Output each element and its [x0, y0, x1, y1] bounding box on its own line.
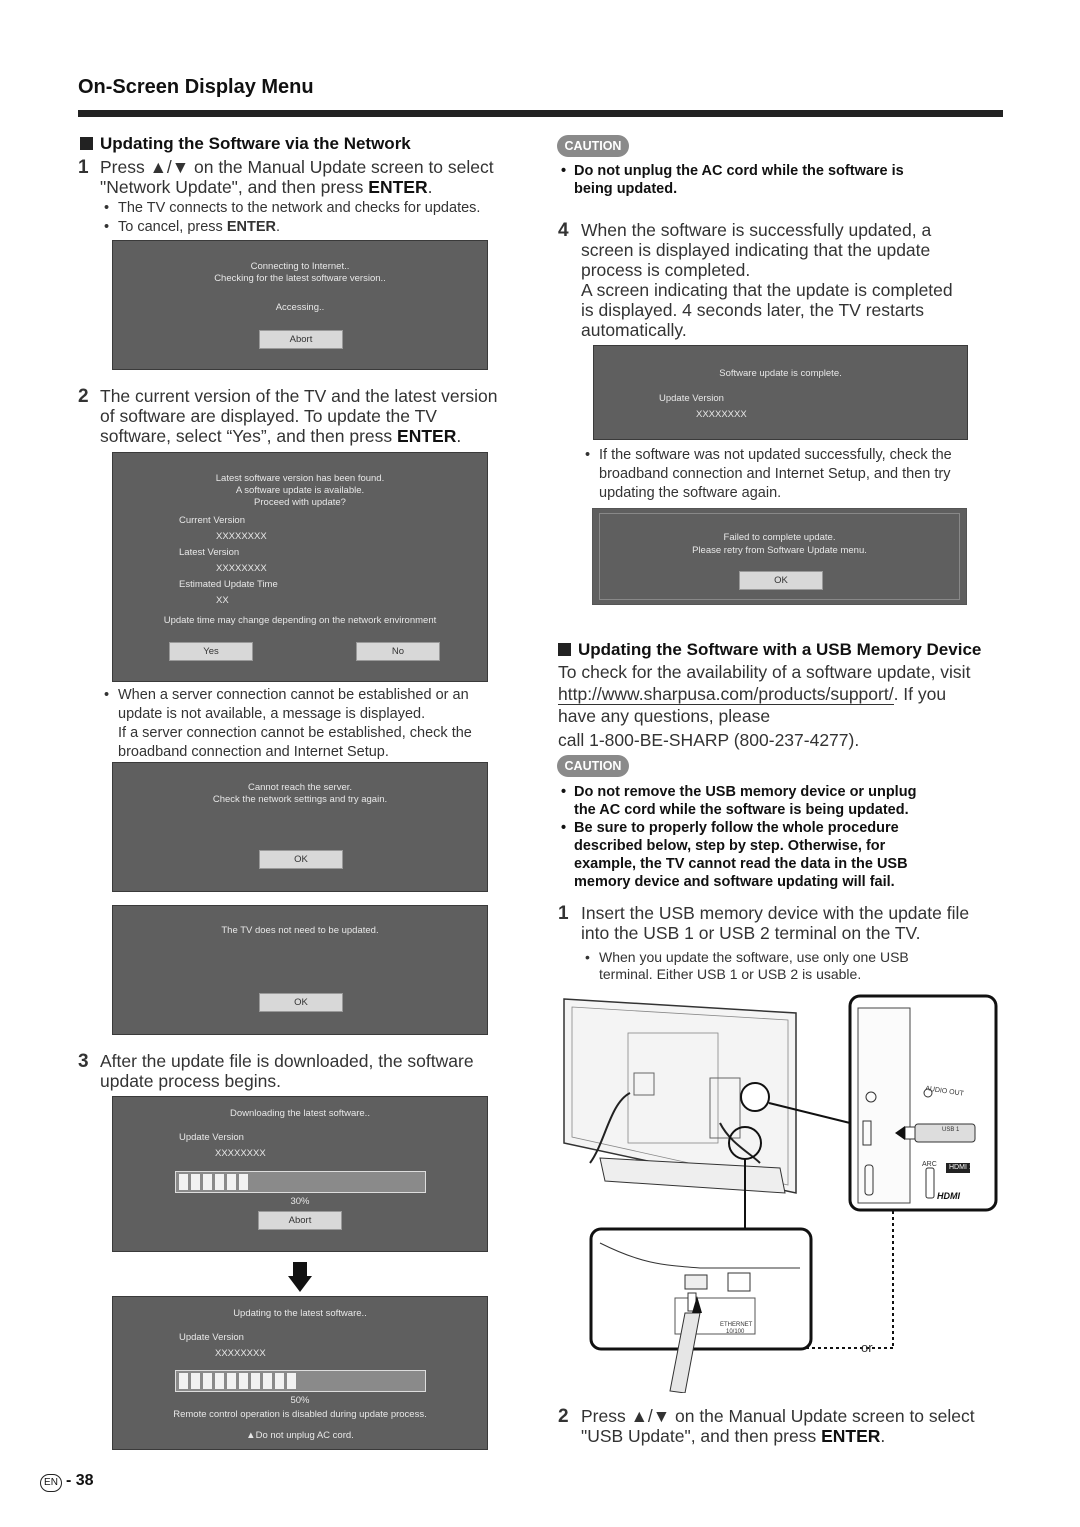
progress-percent: 50% — [290, 1395, 310, 1406]
step3-text — [100, 1051, 530, 1091]
caution-badge: CAUTION — [557, 135, 629, 157]
header-rule — [78, 110, 1003, 117]
usb-intro-phone: call 1-800-BE-SHARP (800-237-4277). — [558, 730, 860, 750]
or-label: or — [861, 1340, 873, 1355]
bullet-text: If the software was not updated successfully, check the — [599, 447, 952, 463]
osd-text: Check the network settings and try again. — [212, 794, 388, 805]
square-bullet-icon — [558, 643, 571, 656]
osd-label: Current Version — [179, 515, 246, 526]
step3-line: update process begins. — [100, 1071, 281, 1091]
usb-step1-line: Insert the USB memory device with the update file — [581, 903, 970, 923]
enter-key: ENTER — [397, 426, 457, 446]
usb-step2-line2: "USB Update", and then press — [581, 1426, 822, 1446]
yes-button[interactable]: Yes — [169, 642, 253, 661]
bullet-dot: • — [561, 163, 567, 179]
progress-segment — [227, 1174, 236, 1190]
bullet-text: The TV connects to the network and checks for updates. — [118, 200, 481, 216]
usb-step1-line: into the USB 1 or USB 2 terminal on the TV. — [581, 923, 921, 943]
section-title-usb — [558, 640, 981, 660]
section-title-text: Updating the Software with a USB Memory Device — [578, 640, 982, 659]
progress-segment — [239, 1373, 248, 1389]
arc-label: ARC — [922, 1161, 937, 1168]
usb-step2-pre: Press — [581, 1406, 631, 1426]
osd-text: Checking for the latest software version.. — [214, 273, 386, 284]
bullet-text: When you update the software, use only one USB — [599, 949, 909, 965]
osd-text: Updating to the latest software.. — [233, 1308, 367, 1319]
osd-label: Estimated Update Time — [179, 579, 278, 590]
progress-segment — [263, 1373, 272, 1389]
enter-key: ENTER — [821, 1426, 881, 1446]
osd-screen-update-found — [112, 452, 488, 682]
step4-line: process is completed. — [581, 260, 751, 280]
step1-bullets — [104, 199, 538, 237]
osd-note: Remote control operation is disabled during update process. — [173, 1409, 427, 1420]
caution-text: being updated. — [574, 181, 678, 197]
bullet-dot: • — [104, 200, 110, 216]
bullet-text: If a server connection cannot be established, check the — [118, 725, 472, 741]
step2-text — [100, 386, 530, 446]
progress-segment — [203, 1174, 212, 1190]
osd-screen-complete — [593, 345, 968, 440]
step4-bullet — [585, 446, 1009, 503]
osd-text: Failed to complete update. — [723, 532, 836, 543]
bullet-dot: • — [561, 784, 567, 800]
caution-text: described below, step by step. Otherwise, for — [574, 838, 886, 854]
osd-label: Update Version — [659, 393, 724, 404]
osd-text: Connecting to Internet.. — [250, 261, 350, 272]
step-number: 3 — [78, 1051, 89, 1072]
footer-dash: - — [66, 1472, 76, 1489]
caution-text: Be sure to properly follow the whole procedure — [574, 820, 899, 836]
osd-screen-no-update — [112, 905, 488, 1035]
step1-line2: "Network Update", and then press — [100, 177, 369, 197]
bullet-text: broadband connection and Internet Setup. — [118, 744, 389, 760]
caution-text: Do not unplug the AC cord while the software is — [574, 163, 904, 179]
progress-percent: 30% — [290, 1196, 310, 1207]
section-title-network — [80, 134, 411, 154]
progress-segment — [191, 1373, 200, 1389]
usb-intro-line: have any questions, please — [558, 706, 771, 726]
progress-segment — [287, 1373, 296, 1389]
bullet-text: When a server connection cannot be established or an — [118, 687, 469, 703]
step4-line: When the software is successfully updated, a — [581, 220, 932, 240]
no-button[interactable]: No — [356, 642, 440, 661]
osd-value: XXXXXXXX — [215, 1348, 266, 1359]
osd-label: Update Version — [179, 1332, 244, 1343]
bullet-text: terminal. Either USB 1 or USB 2 is usable. — [599, 966, 862, 982]
osd-value: XXXXXXXX — [216, 563, 267, 574]
page-footer — [40, 1472, 94, 1492]
up-down-arrows-icon: ▲/▼ — [149, 157, 190, 177]
support-link[interactable]: http://www.sharpusa.com/products/support/ — [558, 684, 894, 704]
step4-line: is displayed. 4 seconds later, the TV restarts — [581, 300, 925, 320]
step-number: 1 — [558, 903, 569, 924]
audio-out-label: AUDIO OUT — [924, 1085, 965, 1098]
ok-button[interactable]: OK — [259, 850, 343, 869]
osd-text: Please retry from Software Update menu. — [692, 545, 867, 556]
warning-icon: ▲ — [246, 1430, 256, 1441]
osd-screen-downloading — [112, 1096, 488, 1252]
osd-text: Software update is complete. — [719, 368, 842, 379]
hdmi-logo: HDMI — [937, 1191, 960, 1201]
usb-step2-post: on the Manual Update screen to select — [670, 1406, 975, 1426]
tv-rear-illustration — [560, 993, 1000, 1393]
step4-line: A screen indicating that the update is completed — [581, 280, 953, 300]
enter-key: ENTER — [368, 177, 428, 197]
osd-text: Cannot reach the server. — [247, 782, 353, 793]
osd-value: XXXXXXXX — [216, 531, 267, 542]
step4-line: automatically. — [581, 320, 687, 340]
abort-button[interactable]: Abort — [259, 330, 343, 349]
osd-label: Latest Version — [179, 547, 240, 558]
step1-pre: Press — [100, 157, 150, 177]
step-number: 4 — [558, 220, 569, 241]
usb-step2-text — [581, 1406, 1011, 1446]
section-title-text: Updating the Software via the Network — [100, 134, 411, 153]
osd-text: A software update is available. — [235, 485, 365, 496]
osd-value: XXXXXXXX — [215, 1148, 266, 1159]
caution-text: memory device and software updating will fail. — [574, 874, 895, 890]
step-number: 2 — [558, 1406, 569, 1427]
warning-text: Do not unplug AC cord. — [255, 1430, 354, 1441]
usb-intro-line: . If you — [893, 684, 947, 704]
progress-segment — [203, 1373, 212, 1389]
osd-screen-cannot-reach — [112, 762, 488, 892]
step1-post: on the Manual Update screen to select — [189, 157, 494, 177]
progress-segment — [191, 1174, 200, 1190]
usb-intro — [558, 661, 1008, 751]
osd-value: XX — [216, 595, 229, 606]
step2-line: The current version of the TV and the latest version — [100, 386, 498, 406]
osd-text: The TV does not need to be updated. — [221, 925, 379, 936]
usb-intro-line: To check for the availability of a software update, visit — [558, 662, 971, 682]
progress-segment — [215, 1174, 224, 1190]
square-bullet-icon — [80, 137, 93, 150]
caution-bullets-usb — [561, 783, 994, 891]
osd-text: Accessing.. — [275, 302, 325, 313]
enter-key: ENTER — [226, 219, 276, 235]
osd-screen-failed — [599, 513, 960, 600]
osd-label: Update Version — [179, 1132, 244, 1143]
bullet-dot: • — [585, 949, 590, 965]
step3-line: After the update file is downloaded, the software — [100, 1051, 474, 1071]
bullet-text: updating the software again. — [599, 485, 782, 501]
step4-text — [581, 220, 1001, 340]
step2-line: software, select “Yes”, and then press — [100, 426, 398, 446]
bullet-dot: • — [104, 687, 110, 703]
bullet-period: . — [275, 219, 280, 235]
down-arrow-icon — [288, 1262, 312, 1294]
progress-segment — [215, 1373, 224, 1389]
usb1-label: USB 1 — [942, 1127, 960, 1133]
step2-period: . — [456, 426, 462, 446]
caution-text: Do not remove the USB memory device or unplug — [574, 784, 917, 800]
caution-text: the AC cord while the software is being updated. — [574, 802, 909, 818]
osd-text: Downloading the latest software.. — [230, 1108, 370, 1119]
progress-segment — [179, 1373, 188, 1389]
usb-step1-bullet — [585, 949, 999, 983]
bullet-text: broadband connection and Internet Setup, and then try — [599, 466, 951, 482]
up-down-arrows-icon: ▲/▼ — [630, 1406, 671, 1426]
osd-screen-connecting — [112, 240, 488, 370]
step2-line: of software are displayed. To update the TV — [100, 406, 437, 426]
ethernet-label: ETHERNET — [720, 1322, 753, 1328]
ethernet-speed-label: 10/100 — [726, 1329, 745, 1335]
ok-button[interactable]: OK — [739, 571, 823, 590]
progress-segment — [179, 1174, 188, 1190]
osd-screen-failed-frame — [592, 508, 967, 605]
caution-bullet — [561, 162, 994, 198]
step-number: 2 — [78, 386, 89, 407]
osd-note: Update time may change depending on the network environment — [163, 615, 437, 626]
usb-step1-text — [581, 903, 1001, 943]
osd-text: Latest software version has been found. — [215, 473, 385, 484]
osd-warning — [113, 1430, 487, 1441]
progress-bar — [175, 1171, 426, 1193]
usb-step2-period: . — [880, 1426, 886, 1446]
progress-segment — [251, 1373, 260, 1389]
page-number: 38 — [75, 1472, 94, 1489]
bullet-dot: • — [104, 219, 110, 235]
step1-text — [100, 157, 530, 197]
progress-segment — [227, 1373, 236, 1389]
hdmi1-label: HDMI 1 — [949, 1164, 973, 1171]
caution-badge: CAUTION — [557, 755, 629, 777]
caution-text: example, the TV cannot read the data in the USB — [574, 856, 908, 872]
step1-period: . — [427, 177, 433, 197]
language-badge: EN — [40, 1474, 62, 1492]
step4-line: screen is displayed indicating that the update — [581, 240, 931, 260]
step-number: 1 — [78, 157, 89, 178]
osd-value: XXXXXXXX — [696, 409, 747, 420]
osd-screen-updating — [112, 1296, 488, 1450]
bullet-text: update is not available, a message is displayed. — [118, 706, 426, 722]
bullet-dot: • — [585, 447, 591, 463]
progress-bar — [175, 1370, 426, 1392]
bullet-dot: • — [561, 820, 567, 836]
osd-text: Proceed with update? — [254, 497, 346, 508]
ok-button[interactable]: OK — [259, 993, 343, 1012]
page-title: On-Screen Display Menu — [78, 76, 314, 98]
step2-bullet — [104, 686, 528, 762]
progress-segment — [239, 1174, 248, 1190]
bullet-text: To cancel, press — [118, 219, 227, 235]
progress-segment — [275, 1373, 284, 1389]
abort-button[interactable]: Abort — [258, 1211, 342, 1230]
